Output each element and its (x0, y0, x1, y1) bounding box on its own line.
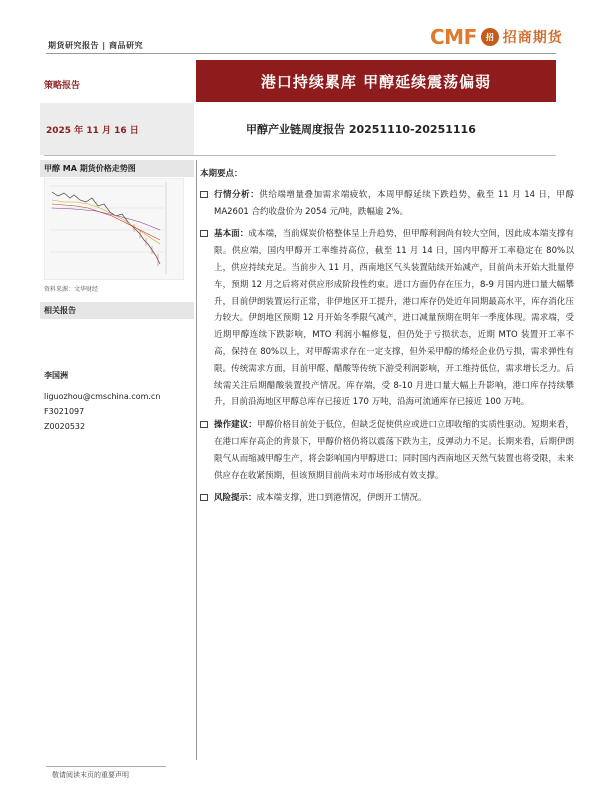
author-name: 李国洲 (44, 371, 68, 380)
license-number-2: Z0020532 (44, 422, 86, 431)
item-text: 成本端支撑，进口到港情况，伊朗开工情况。 (256, 493, 427, 504)
item-text: 甲醇价格目前处于低位，但缺乏促使供应或进口立即收缩的实质性驱动。短期来看，在港口库存高企的背景下，甲醇价格仍将以震荡下跌为主，反弹动力不足。长期来看，后期伊朗限气从而缩减甲醇生产，将会影响国内甲醇进口；同时国内西南地区天然气装置也将受限，未来供应存在收紧预期，但该预期目前尚未对市场形成有效支撑。 (214, 420, 574, 481)
section-divider (44, 155, 556, 156)
item-label: 基本面： (214, 229, 249, 240)
chart-section-title: 甲醇 MA 期货价格走势图 (40, 160, 194, 177)
item-label: 风险提示： (214, 493, 257, 504)
item-text: 供给端增量叠加需求端疲软，本周甲醇延续下跌趋势，截至 11 月 14 日，甲醇 MA2601 合约收盘价为 2054 元/吨，跌幅逾 2%。 (214, 189, 574, 217)
report-date: 2025 年 11 月 16 日 (46, 126, 139, 136)
list-item (200, 226, 574, 411)
column-divider (196, 160, 197, 760)
license-number-1: F3021097 (44, 407, 85, 416)
list-item (200, 417, 574, 484)
chart-source: 资料来源：文华财经 (44, 286, 99, 293)
key-points-heading: 本期要点： (200, 169, 243, 179)
price-chart-image (44, 178, 184, 280)
breadcrumb: 期货研究报告 | 商品研究 (48, 41, 143, 50)
checkbox-bullet-icon (200, 494, 208, 501)
header-divider (46, 53, 556, 54)
list-item (200, 187, 574, 221)
footer-disclaimer: 敬请阅读末页的重要声明 (52, 771, 129, 779)
checkbox-bullet-icon (200, 191, 208, 198)
related-reports-section (40, 302, 194, 316)
report-subtitle: 甲醇产业链周度报告 20251110-20251116 (246, 123, 476, 136)
logo-seal-icon: 招 (481, 28, 499, 46)
related-reports-title: 相关报告 (40, 302, 194, 319)
footer-divider (46, 766, 166, 767)
item-label: 操作建议： (214, 420, 257, 431)
report-title-banner: 港口持续累库 甲醇延续震荡偏弱 (196, 60, 556, 102)
company-logo (430, 24, 563, 50)
author-email[interactable]: liguozhou@cmschina.com.cn (44, 392, 161, 401)
logo-chinese-text: 招商期货 (502, 30, 563, 46)
document-type-label: 策略报告 (44, 81, 81, 91)
list-item (200, 490, 574, 507)
item-text: 成本端，当前煤炭价格整体呈上升趋势，但甲醇利润尚有较大空间，因此成本端支撑有限。供应端，国内甲醇开工率维持高位，截至 11 月 14 日，国内甲醇开工率稳定在 80%以上，供应持续充足。当前步入 11 月，西南地区气头装置陆续开始减产，目前尚未开始大批量停车，预期 12 月之后将对供应形成阶段性约束。进口方面仍存在压力，8-9 月国内进口量大幅攀升，目前伊朗装置运行正常，非伊地区开工提升，港口库存仍处近年同期最高水平，库存消化压力较大。伊朗地区预期 12 月开始冬季限气减产，进口减量预期在明年一季度体现。需求端，受近期甲醇连续下跌影响，MTO 利润小幅修复，但仍处于亏损状态，近期 MTO 装置开工率不高，保持在 80%以上，对甲醇需求存在一定支撑，但外采甲醇的烯烃企业仍亏损，需求弹性有限。传统需求方面，目前甲醛、醋酸等传统下游受利润影响，开工维持低位，需求增长乏力。后续需关注后期醋酸装置投产情况。库存端，受 8-10 月进口量大幅上升影响，港口库存持续攀升，目前沿海地区甲醇总库存已接近 170 万吨，沿海可流通库存已接近 100 万吨。 (214, 229, 574, 408)
sidebar (40, 160, 194, 177)
logo-cmf-text: CMF (430, 25, 477, 49)
checkbox-bullet-icon (200, 421, 208, 428)
key-points (200, 166, 574, 513)
price-chart-graphic (44, 178, 184, 280)
item-label: 行情分析： (214, 189, 260, 200)
checkbox-bullet-icon (200, 230, 208, 237)
